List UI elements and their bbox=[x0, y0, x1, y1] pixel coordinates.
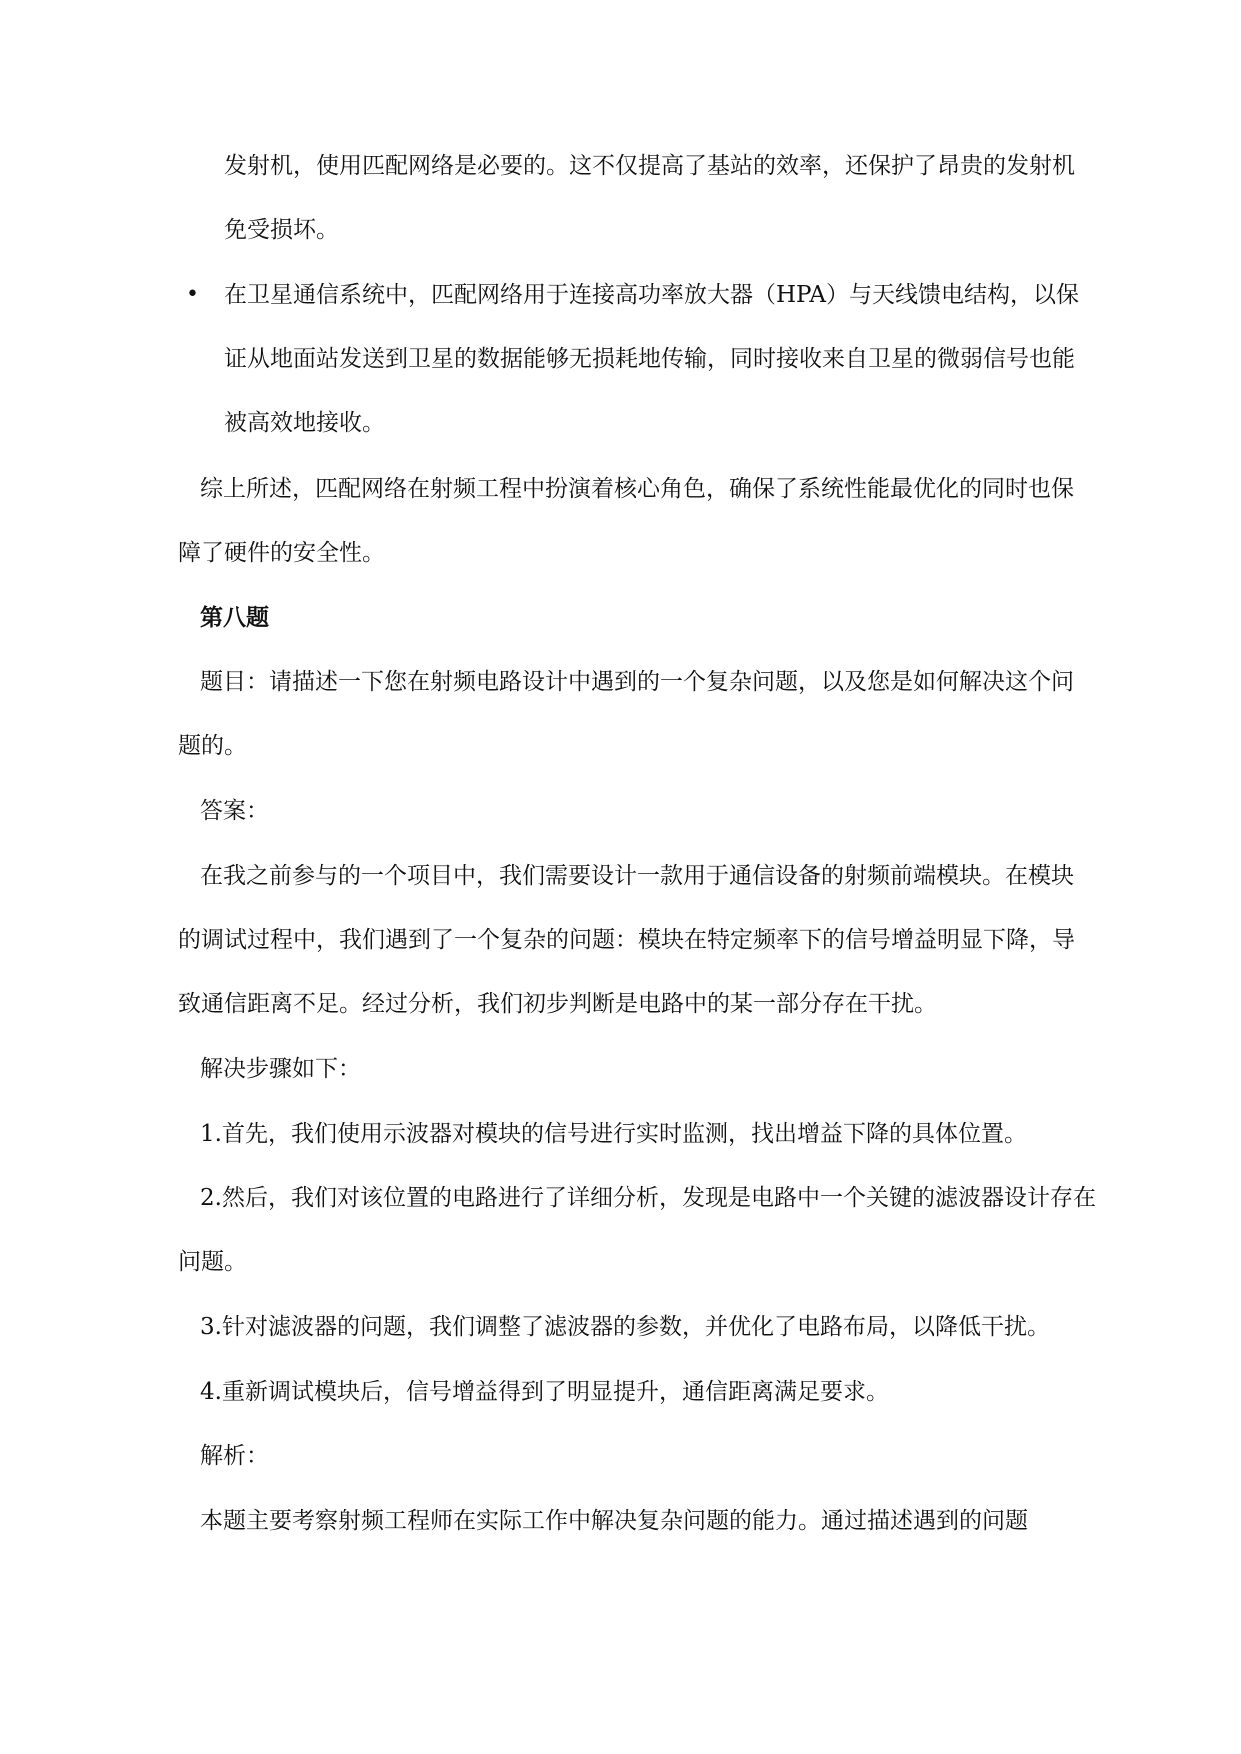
step-3: 3.针对滤波器的问题，我们调整了滤波器的参数，并优化了电路布局，以降低干扰。 bbox=[200, 1314, 1050, 1340]
step-4: 4.重新调试模块后，信号增益得到了明显提升，通信距离满足要求。 bbox=[200, 1379, 889, 1405]
question-paragraph: 题目：请描述一下您在射频电路设计中遇到的一个复杂问题，以及您是如何解决这个问题的。 bbox=[178, 669, 1074, 759]
bullet-marker: • bbox=[186, 282, 199, 307]
bullet-item-satellite: 在卫星通信系统中，匹配网络用于连接高功率放大器（HPA）与天线馈电结构，以保证从地面站发送到卫星的数据能够无损耗地传输，同时接收来自卫星的微弱信号也能被高效地接收。 bbox=[224, 282, 1080, 436]
steps-label: 解决步骤如下： bbox=[200, 1056, 361, 1082]
step-2: 2.然后，我们对该位置的电路进行了详细分析，发现是电路中一个关键的滤波器设计存在问题。 bbox=[178, 1185, 1096, 1275]
analysis-label: 解析： bbox=[200, 1443, 269, 1469]
section-heading: 第八题 bbox=[200, 604, 269, 631]
answer-intro-paragraph: 在我之前参与的一个项目中，我们需要设计一款用于通信设备的射频前端模块。在模块的调试过程中，我们遇到了一个复杂的问题：模块在特定频率下的信号增益明显下降，导致通信距离不足。经过分析，我们初步判断是电路中的某一部分存在干扰。 bbox=[178, 863, 1075, 1017]
analysis-paragraph: 本题主要考察射频工程师在实际工作中解决复杂问题的能力。通过描述遇到的问题 bbox=[200, 1508, 1028, 1534]
bullet-item-continuation: 发射机，使用匹配网络是必要的。这不仅提高了基站的效率，还保护了昂贵的发射机免受损坏。 bbox=[224, 153, 1075, 243]
summary-paragraph: 综上所述，匹配网络在射频工程中扮演着核心角色，确保了系统性能最优化的同时也保障了硬件的安全性。 bbox=[178, 476, 1074, 566]
answer-label: 答案： bbox=[200, 798, 269, 824]
step-1: 1.首先，我们使用示波器对模块的信号进行实时监测，找出增益下降的具体位置。 bbox=[200, 1121, 1027, 1147]
